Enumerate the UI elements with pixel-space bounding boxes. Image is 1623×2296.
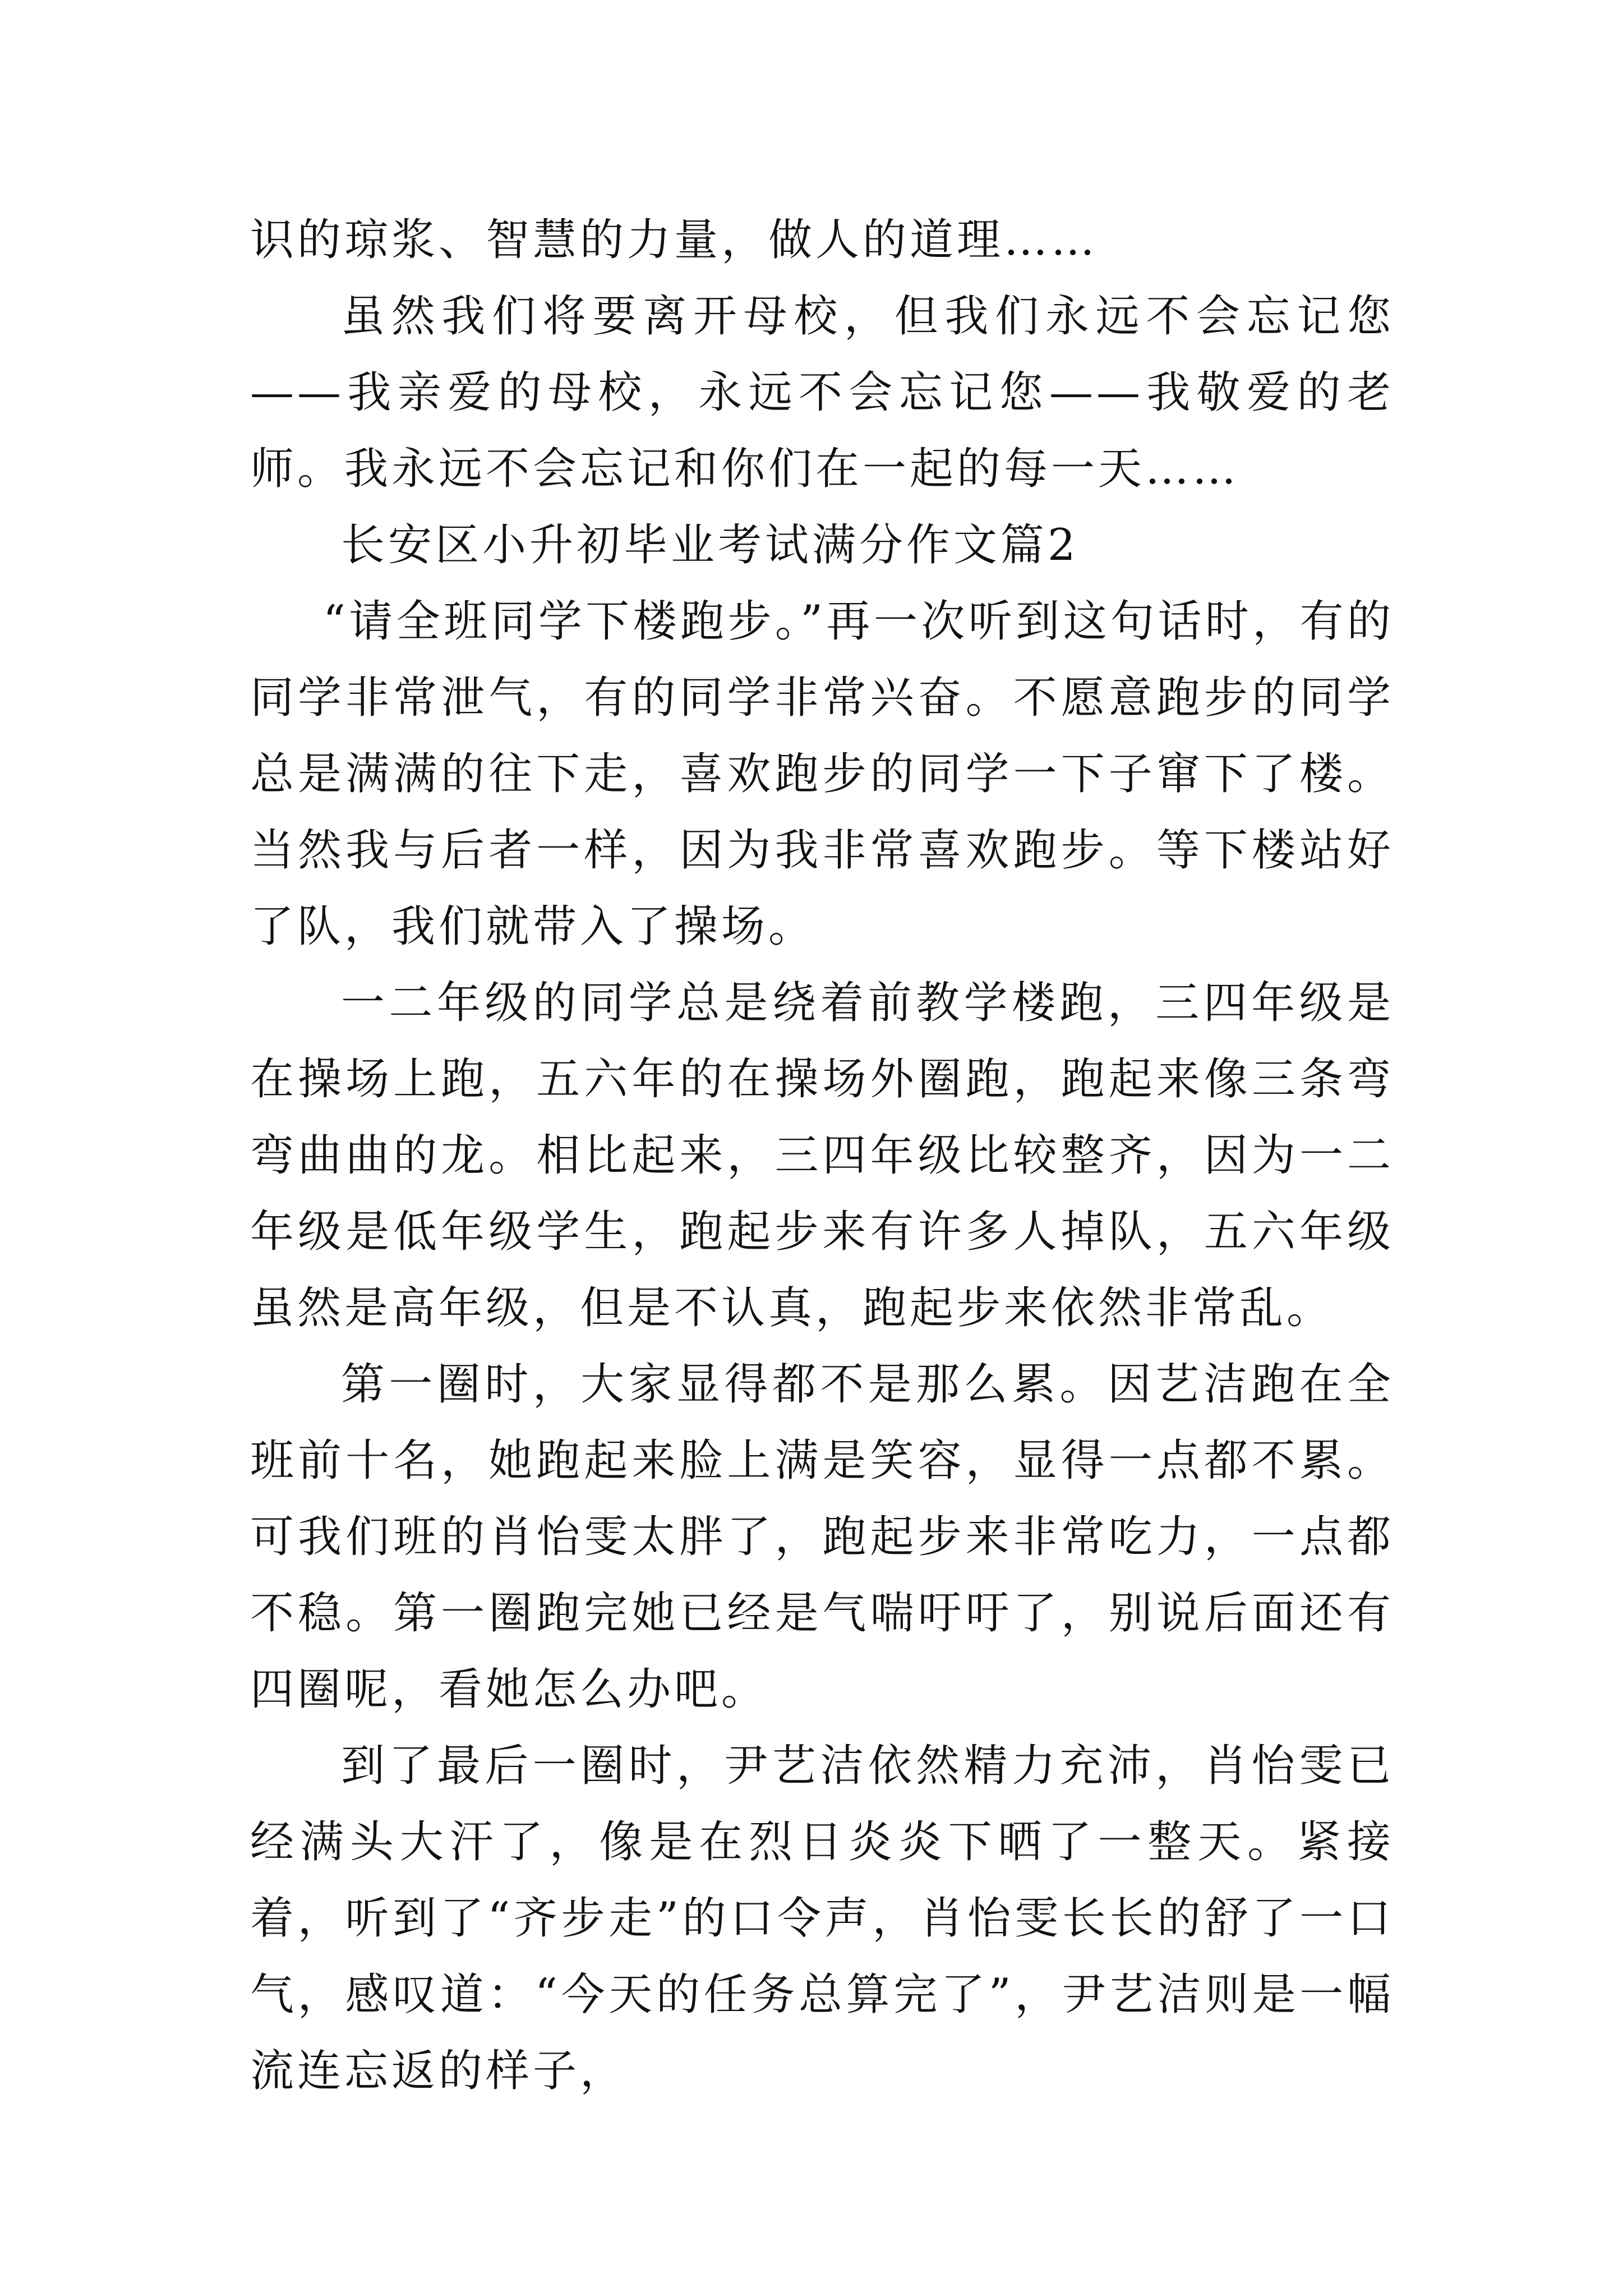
paragraph-running-call: “请全班同学下楼跑步。”再一次听到这句话时，有的同学非常泄气，有的同学非常兴奋。不愿意跑步的同学总是满满的往下走，喜欢跑步的同学一下子窜下了楼。当然我与后者一样，因为我非常喜欢跑步。等下楼站好了队，我们就带入了操场。 [250,596,1394,952]
paragraph-first-lap: 第一圈时，大家显得都不是那么累。因艺洁跑在全班前十名，她跑起来脸上满是笑容，显得一点都不累。可我们班的肖怡雯太胖了，跑起步来非常吃力，一点都不稳。第一圈跑完她已经是气喘吁吁了，别说后面还有四圈呢，看她怎么办吧。 [250,1359,1394,1715]
paragraph-continuation: 识的琼浆、智慧的力量，做人的道理…… [250,215,1099,265]
paragraph-last-lap: 到了最后一圈时，尹艺洁依然精力充沛，肖怡雯已经满头大汗了，像是在烈日炎炎下晒了一整天。紧接着，听到了“齐步走”的口令声，肖怡雯长长的舒了一口气，感叹道：“今天的任务总算完了”，尹艺洁则是一幅流连忘返的样子， [250,1741,1394,2096]
essay-heading: 长安区小升初毕业考试满分作文篇2 [341,520,1079,570]
paragraph-grades-running: 一二年级的同学总是绕着前教学楼跑，三四年级是在操场上跑，五六年的在操场外圈跑，跑起来像三条弯弯曲曲的龙。相比起来，三四年级比较整齐，因为一二年级是低年级学生，跑起步来有许多人掉队，五六年级虽然是高年级，但是不认真，跑起步来依然非常乱。 [250,978,1394,1333]
paragraph-farewell: 虽然我们将要离开母校，但我们永远不会忘记您——我亲爱的母校，永远不会忘记您——我敬爱的老师。我永远不会忘记和你们在一起的每一天…… [250,291,1394,494]
document-body [250,202,1394,2109]
